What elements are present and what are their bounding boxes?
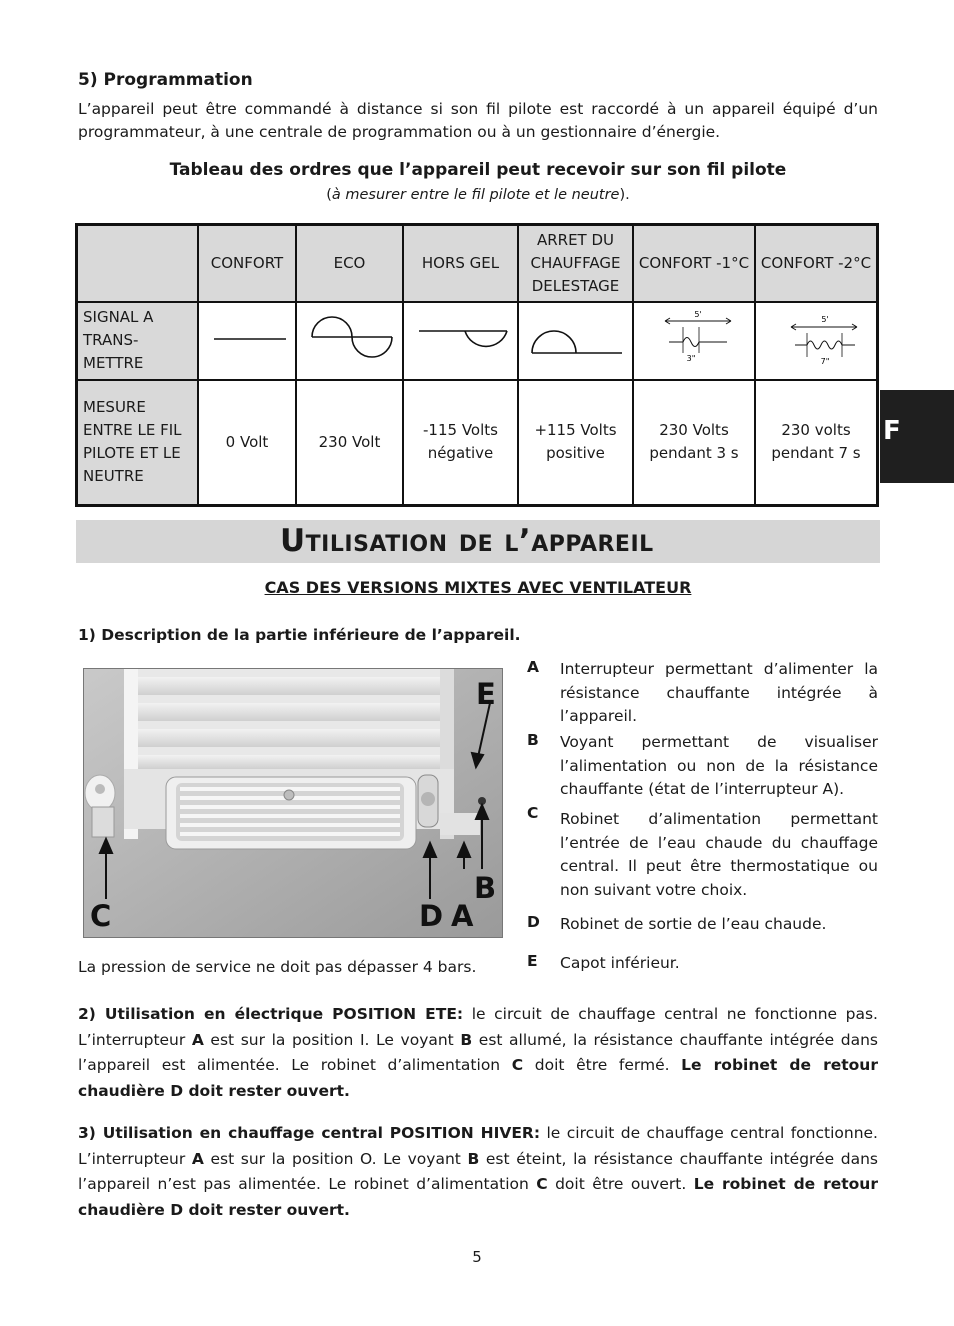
section-heading: Utilisation de l’appareil	[280, 523, 654, 559]
winter-tail: Le robinet de retour chaudière D doit rester ouvert.	[78, 1175, 878, 1219]
row-label-measure: MESURE ENTRE LE FIL PILOTE ET LE NEUTRE	[77, 380, 199, 506]
photo-label-d: D	[419, 899, 444, 933]
measure-cell: 230 volts pendant 7 s	[755, 380, 878, 506]
winter-k3: C	[536, 1175, 548, 1193]
description-heading: 1) Description de la partie inférieure de l’appareil.	[78, 626, 521, 644]
legend-text-b: Voyant permettant de visualiser l’alimentation ou non de la résistance chauffante (état de l’interrupteur A).	[560, 733, 878, 798]
appliance-illustration	[84, 669, 502, 937]
subtitle-open: (	[326, 187, 332, 203]
table-subtitle	[78, 187, 878, 203]
legend-key-a: A	[527, 658, 539, 676]
winter-t3: est éteint, la résistance chauffante intégrée dans l’appareil n’est pas alimentée. Le robinet d’alimentation	[78, 1149, 878, 1193]
summer-tail: Le robinet de retour chaudière D doit rester ouvert.	[78, 1056, 878, 1100]
winter-k1: A	[191, 1149, 204, 1168]
table-row-measure	[77, 380, 878, 506]
summer-t3: est allumé, la résistance chauffante intégrée dans l’appareil est alimentée. Le robinet d’alimentation	[78, 1030, 878, 1074]
case-heading: CAS DES VERSIONS MIXTES AVEC VENTILATEUR	[264, 578, 692, 597]
photo-label-a: A	[451, 899, 474, 933]
table-row-signal	[77, 302, 878, 380]
signal-c1-bottom-label: 3"	[686, 354, 696, 363]
signal-c1-top-label: 5'	[694, 310, 702, 319]
photo-label-b: B	[474, 871, 497, 905]
summer-lead: 2) Utilisation en électrique POSITION ETE:	[78, 1005, 464, 1023]
programmation-title: 5) Programmation	[78, 70, 253, 90]
legend-text-c: Robinet d’alimentation permettant l’entrée de l’eau chaude du chauffage central. Il peut être thermostatique ou non suivant votre choix.	[560, 810, 878, 899]
summer-t1: le circuit de chauffage central ne fonctionne pas. L’interrupteur	[78, 1005, 878, 1049]
signal-positive-half	[518, 302, 633, 380]
row-label-signal: SIGNAL A TRANS-METTRE	[77, 302, 199, 380]
table-header-row	[77, 225, 878, 302]
signal-c2-bottom-label: 7"	[820, 357, 830, 366]
signal-table	[75, 223, 879, 507]
winter-t1: le circuit de chauffage central fonctionne. L’interrupteur	[78, 1124, 878, 1168]
signal-negative-half	[403, 302, 518, 380]
winter-t4: doit être ouvert.	[547, 1175, 694, 1193]
legend-key-e: E	[527, 952, 538, 970]
signal-c2-top-label: 5'	[821, 315, 829, 324]
subtitle-italic: à mesurer entre le fil pilote et le neutre	[331, 187, 620, 203]
winter-t2: est sur la position O. Le voyant	[203, 1149, 468, 1168]
column-header: CONFORT -1°C	[633, 225, 755, 302]
summer-t2: est sur la position I. Le voyant	[203, 1030, 461, 1049]
measure-cell: 230 Volt	[296, 380, 403, 506]
legend-text-a: Interrupteur permettant d’alimenter la résistance chauffante intégrée à l’appareil.	[560, 660, 878, 725]
winter-mode-paragraph	[78, 1121, 878, 1223]
language-tab	[880, 390, 954, 483]
measure-cell: +115 Volts positive	[518, 380, 633, 506]
signal-flat	[198, 302, 296, 380]
signal-comfort-1	[633, 302, 755, 380]
language-tab-letter: F	[883, 416, 901, 446]
subtitle-close: ).	[619, 187, 630, 203]
legend-text-d: Robinet de sortie de l’eau chaude.	[560, 915, 827, 933]
summer-mode-paragraph	[78, 1002, 878, 1104]
header-corner	[77, 225, 199, 302]
legend-key-b: B	[527, 731, 539, 749]
legend-key-d: D	[527, 913, 540, 931]
column-header: HORS GEL	[403, 225, 518, 302]
winter-k2: B	[467, 1149, 480, 1168]
summer-t4: doit être fermé.	[523, 1056, 682, 1074]
photo-label-e: E	[476, 677, 496, 711]
programmation-text: L’appareil peut être commandé à distance si son fil pilote est raccordé à un appareil équipé d’un programmateur, à une centrale de programmation ou à un gestionnaire d’énergie.	[78, 100, 878, 141]
summer-k3: C	[511, 1056, 524, 1074]
legend-key-c: C	[527, 804, 539, 822]
measure-cell: -115 Volts négative	[403, 380, 518, 506]
column-header: ARRET DU CHAUFFAGE DELESTAGE	[518, 225, 633, 302]
winter-lead: 3) Utilisation en chauffage central POSITION HIVER:	[78, 1124, 541, 1142]
summer-k2: B	[460, 1030, 473, 1049]
column-header: CONFORT	[198, 225, 296, 302]
legend-text-e: Capot inférieur.	[560, 954, 680, 972]
table-title: Tableau des ordres que l’appareil peut recevoir sur son fil pilote	[169, 160, 787, 180]
signal-full-sine	[296, 302, 403, 380]
signal-comfort-2	[755, 302, 878, 380]
column-header: ECO	[296, 225, 403, 302]
measure-cell: 230 Volts pendant 3 s	[633, 380, 755, 506]
column-header: CONFORT -2°C	[755, 225, 878, 302]
page-number: 5	[472, 1248, 482, 1266]
measure-cell: 0 Volt	[198, 380, 296, 506]
photo-caption: La pression de service ne doit pas dépasser 4 bars.	[78, 958, 477, 976]
photo-label-c: C	[90, 899, 112, 933]
summer-k1: A	[191, 1030, 204, 1049]
appliance-photo	[83, 668, 503, 938]
